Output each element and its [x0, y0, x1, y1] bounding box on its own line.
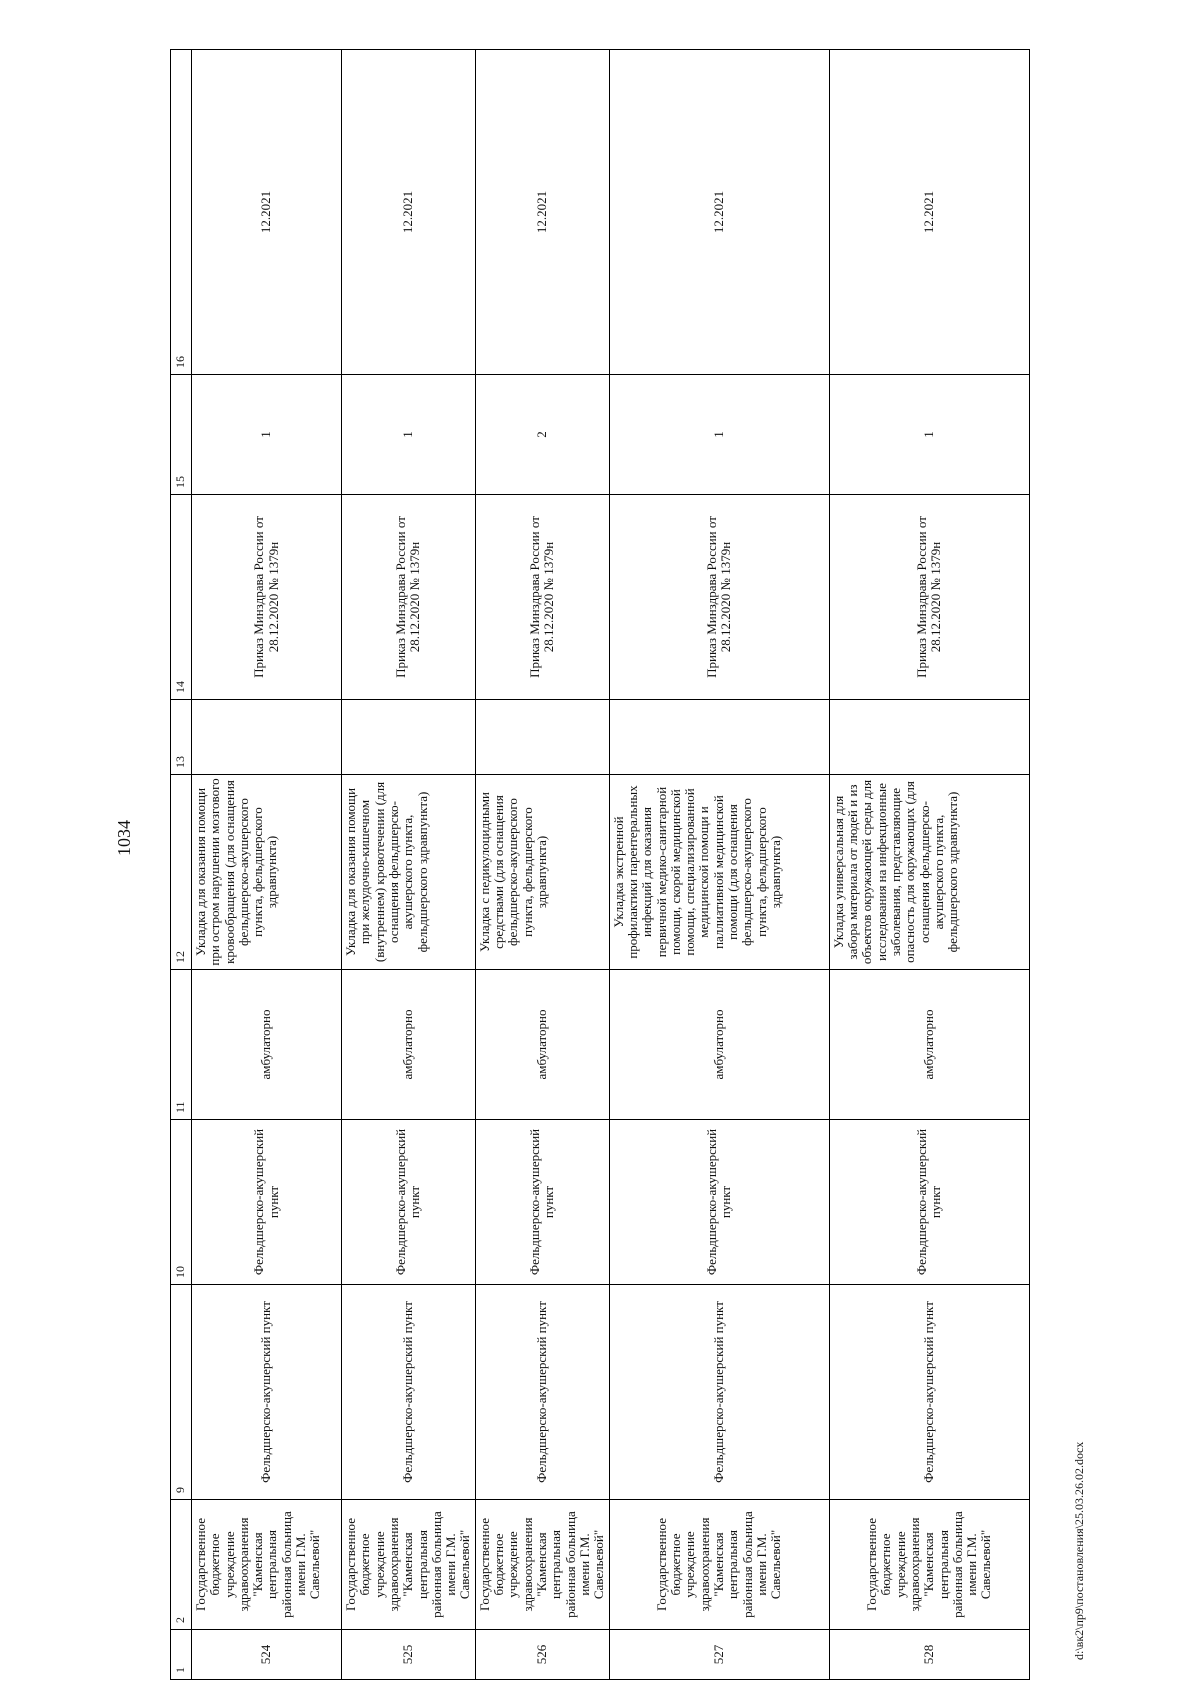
col-header-12: 12 [171, 775, 192, 970]
quantity-cell: 2 [475, 375, 609, 495]
order-cell: Приказ Минздрава России от 28.12.2020 № 1379н [609, 495, 829, 700]
date-cell: 12.2021 [609, 50, 829, 375]
quantity-cell: 1 [609, 375, 829, 495]
col-header-10: 10 [171, 1120, 192, 1285]
order-cell: Приказ Минздрава России от 28.12.2020 № 1379н [342, 495, 476, 700]
row-number: 524 [192, 1630, 342, 1680]
row-number: 528 [829, 1630, 1029, 1680]
subdivision-cell: Фельдшерско-акушерский пункт [342, 1285, 476, 1500]
conditions-cell: амбулаторно [342, 970, 476, 1120]
col-header-2: 2 [171, 1500, 192, 1630]
subdivision-cell: Фельдшерско-акушерский пункт [609, 1285, 829, 1500]
quantity-cell: 1 [192, 375, 342, 495]
header-row [171, 50, 192, 1680]
col13-cell [609, 700, 829, 775]
col-header-15: 15 [171, 375, 192, 495]
table-row [829, 50, 1029, 1680]
col13-cell [192, 700, 342, 775]
equipment-cell: Укладка с педикулоцидными средствами (для оснащения фельдшерско-акушерского пункта, фельдшерского здравпункта) [475, 775, 609, 970]
table-row [609, 50, 829, 1680]
quantity-cell: 1 [829, 375, 1029, 495]
col-header-14: 14 [171, 495, 192, 700]
conditions-cell: амбулаторно [609, 970, 829, 1120]
structure-cell: Фельдшерско-акушерский пункт [475, 1120, 609, 1285]
structure-cell: Фельдшерско-акушерский пункт [829, 1120, 1029, 1285]
institution-cell: Государственное бюджетное учреждение здравоохранения "Каменская центральная районная больница имени Г.М. Савельевой" [475, 1500, 609, 1630]
conditions-cell: амбулаторно [829, 970, 1029, 1120]
col-header-1: 1 [171, 1630, 192, 1680]
col-header-11: 11 [171, 970, 192, 1120]
institution-cell: Государственное бюджетное учреждение здравоохранения "Каменская центральная районная больница имени Г.М. Савельевой" [829, 1500, 1029, 1630]
equipment-cell: Укладка универсальная для забора материала от людей и из объектов окружающей среды для исследования на инфекционные заболевания, представляющие опасность для окружающих (для оснащения фельдшерско-акушерского пункта, фельдшерского здравпункта) [829, 775, 1029, 970]
col-header-9: 9 [171, 1285, 192, 1500]
equipment-cell: Укладка экстренной профилактики парентеральных инфекций для оказания первичной медико-санитарной помощи, скорой медицинской помощи, специализированной медицинской помощи и паллиативной медицинской помощи (для оснащения фельдшерско-акушерского пункта, фельдшерского здравпункта) [609, 775, 829, 970]
subdivision-cell: Фельдшерско-акушерский пункт [475, 1285, 609, 1500]
table-row [475, 50, 609, 1680]
date-cell: 12.2021 [475, 50, 609, 375]
order-cell: Приказ Минздрава России от 28.12.2020 № 1379н [829, 495, 1029, 700]
col-header-16: 16 [171, 50, 192, 375]
equipment-table-wrapper [170, 50, 1030, 1680]
subdivision-cell: Фельдшерско-акушерский пункт [829, 1285, 1029, 1500]
page-number: 1034 [113, 820, 134, 856]
table-row [342, 50, 476, 1680]
equipment-table [170, 49, 1030, 1680]
quantity-cell: 1 [342, 375, 476, 495]
col13-cell [829, 700, 1029, 775]
institution-cell: Государственное бюджетное учреждение здравоохранения "Каменская центральная районная больница имени Г.М. Савельевой" [192, 1500, 342, 1630]
conditions-cell: амбулаторно [475, 970, 609, 1120]
col-header-13: 13 [171, 700, 192, 775]
structure-cell: Фельдшерско-акушерский пункт [192, 1120, 342, 1285]
institution-cell: Государственное бюджетное учреждение здравоохранения "Каменская центральная районная больница имени Г.М. Савельевой" [609, 1500, 829, 1630]
structure-cell: Фельдшерско-акушерский пункт [342, 1120, 476, 1285]
date-cell: 12.2021 [342, 50, 476, 375]
institution-cell: Государственное бюджетное учреждение здравоохранения "Каменская центральная районная больница имени Г.М. Савельевой" [342, 1500, 476, 1630]
table-row [192, 50, 342, 1680]
equipment-cell: Укладка для оказания помощи при желудочно-кишечном (внутреннем) кровотечении (для оснащения фельдшерско-акушерского пункта, фельдшерского здравпункта) [342, 775, 476, 970]
order-cell: Приказ Минздрава России от 28.12.2020 № 1379н [192, 495, 342, 700]
footer-file-path: d:\вк2\пр9\постановления\25.03.26.02.docx [1072, 1441, 1086, 1660]
conditions-cell: амбулаторно [192, 970, 342, 1120]
date-cell: 12.2021 [192, 50, 342, 375]
col13-cell [475, 700, 609, 775]
col13-cell [342, 700, 476, 775]
order-cell: Приказ Минздрава России от 28.12.2020 № 1379н [475, 495, 609, 700]
structure-cell: Фельдшерско-акушерский пункт [609, 1120, 829, 1285]
equipment-cell: Укладка для оказания помощи при остром нарушении мозгового кровообращения (для оснащения фельдшерско-акушерского пункта, фельдшерского здравпункта) [192, 775, 342, 970]
subdivision-cell: Фельдшерско-акушерский пункт [192, 1285, 342, 1500]
row-number: 527 [609, 1630, 829, 1680]
row-number: 525 [342, 1630, 476, 1680]
date-cell: 12.2021 [829, 50, 1029, 375]
row-number: 526 [475, 1630, 609, 1680]
